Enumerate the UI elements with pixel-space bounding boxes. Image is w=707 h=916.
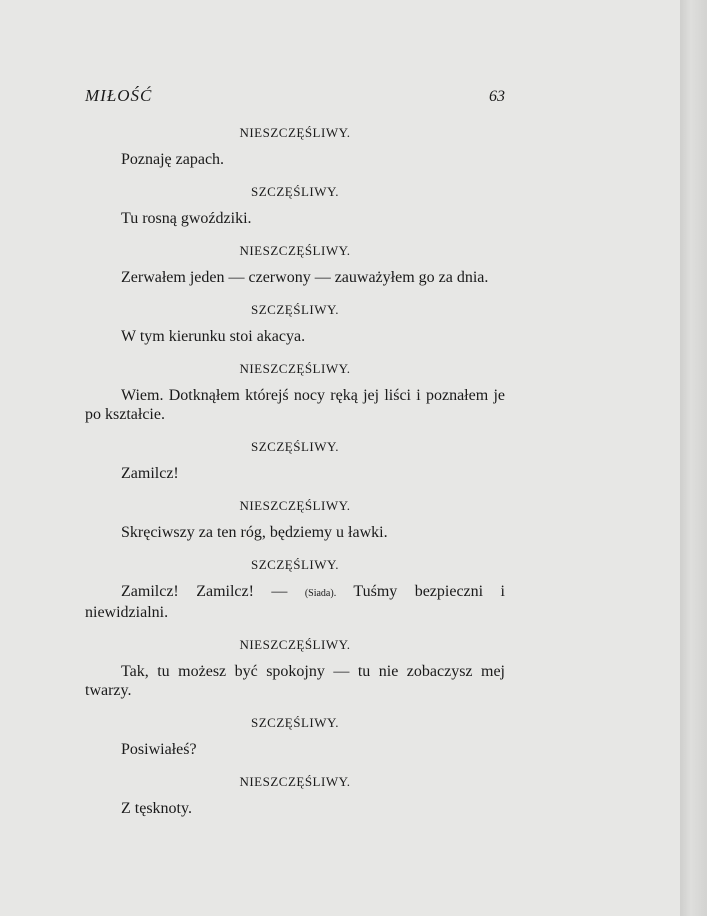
dialogue-line: Poznaję zapach. — [121, 151, 225, 168]
speaker-label: NIESZCZĘŚLIWY. — [239, 361, 351, 376]
speaker-label: SZCZĘŚLIWY. — [251, 439, 339, 454]
page-header — [85, 86, 505, 110]
speaker-label: NIESZCZĘŚLIWY. — [239, 637, 351, 652]
speaker-label: NIESZCZĘŚLIWY. — [239, 774, 351, 789]
dialogue-text: Zamilcz! Zamilcz! — — [121, 583, 288, 600]
dialogue-line: Zamilcz! — [121, 465, 179, 482]
dialogue-line: Tak, tu możesz być spokojny — tu nie zobaczysz mej twarzy. — [85, 663, 505, 699]
dialogue-line — [85, 582, 505, 622]
speaker-label: SZCZĘŚLIWY. — [251, 557, 339, 572]
dialogue-line: Wiem. Dotknąłem którejś nocy ręką jej liści i poznałem je po kształcie. — [85, 387, 505, 423]
speaker-label: SZCZĘŚLIWY. — [251, 184, 339, 199]
dialogue-line: Tu rosną gwoździki. — [121, 210, 252, 227]
dialogue-line: Zerwałem jeden — czerwony — zauważyłem go za dnia. — [121, 269, 489, 286]
dialogue-line: Skręciwszy za ten róg, będziemy u ławki. — [121, 524, 388, 541]
stage-direction: (Siada). — [304, 588, 337, 599]
speaker-label: SZCZĘŚLIWY. — [251, 302, 339, 317]
speaker-label: NIESZCZĘŚLIWY. — [239, 498, 351, 513]
speaker-label: SZCZĘŚLIWY. — [251, 715, 339, 730]
running-title: MIŁOŚĆ — [85, 86, 153, 105]
dialogue-line: W tym kierunku stoi akacya. — [121, 328, 306, 345]
dialogue-body — [85, 124, 505, 832]
page-number: 63 — [489, 88, 505, 105]
speaker-label: NIESZCZĘŚLIWY. — [239, 125, 351, 140]
speaker-label: NIESZCZĘŚLIWY. — [239, 243, 351, 258]
dialogue-line: Z tęsknoty. — [121, 800, 192, 817]
page-edge — [680, 0, 707, 916]
dialogue-text: Tuśmy bezpieczni i niewidzialni. — [85, 583, 505, 621]
dialogue-line: Posiwiałeś? — [121, 741, 197, 758]
